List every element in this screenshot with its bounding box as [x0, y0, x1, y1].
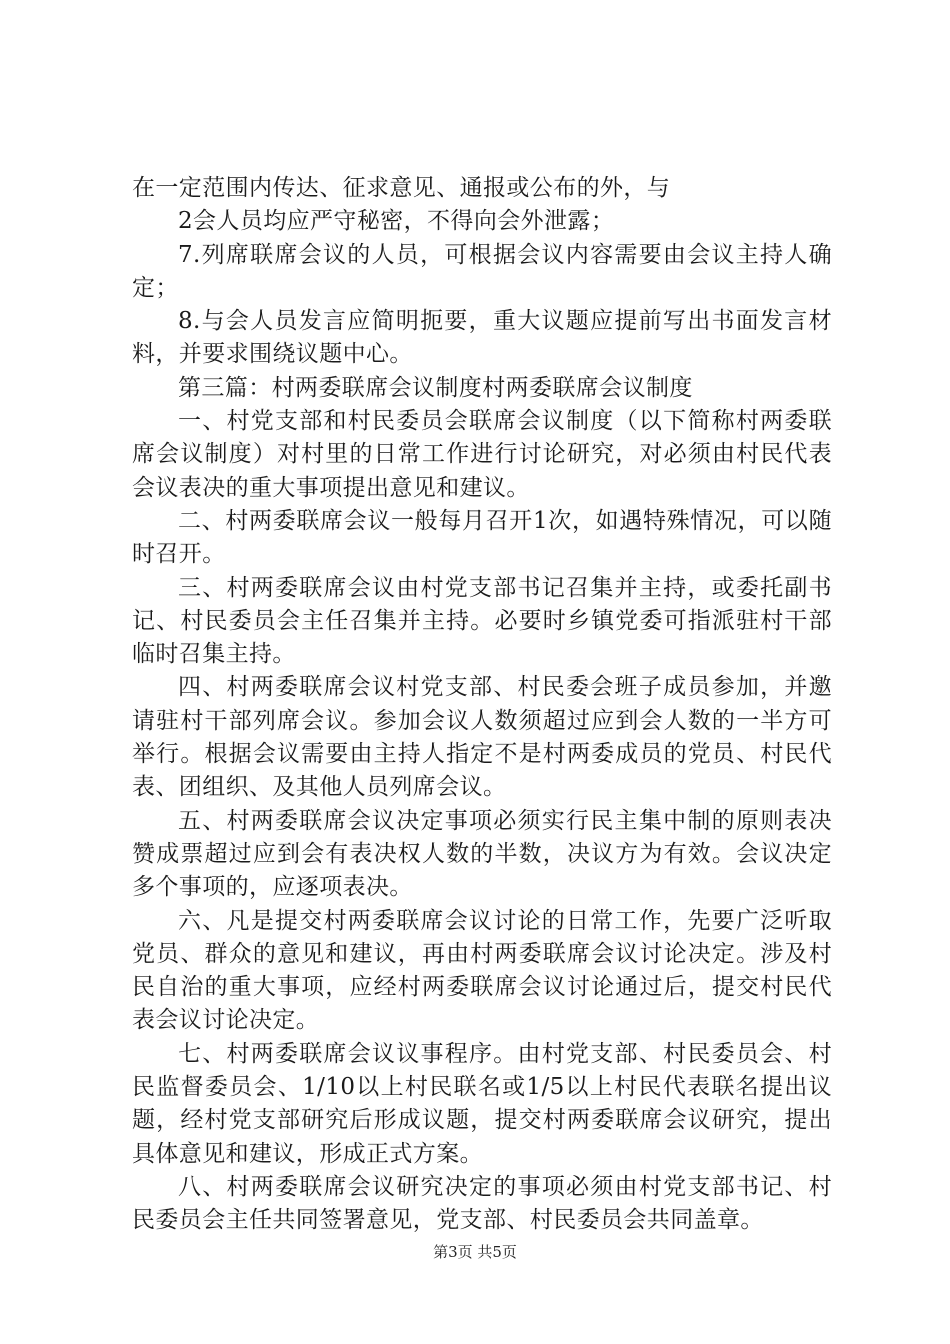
paragraph-article-1: 一、村党支部和村民委员会联席会议制度（以下简称村两委联席会议制度）对村里的日常工作进行讨论研究，对必须由村民代表会议表决的重大事项提出意见和建议。 [132, 408, 832, 501]
document-body [132, 172, 832, 1238]
paragraph-article-7: 七、村两委联席会议议事程序。由村党支部、村民委员会、村民监督委员会、1/10以上村民联名或1/5以上村民代表联名提出议题，经村党支部研究后形成议题，提交村两委联席会议研究，提出具体意见和建议，形成正式方案。 [132, 1040, 832, 1167]
paragraph-article-2: 二、村两委联席会议一般每月召开1次，如遇特殊情况，可以随时召开。 [132, 507, 832, 568]
paragraph-2: 2会人员均应严守秘密，不得向会外泄露； [178, 208, 615, 235]
section-heading: 第三篇：村两委联席会议制度村两委联席会议制度 [178, 374, 693, 401]
paragraph-article-6: 六、凡是提交村两委联席会议讨论的日常工作，先要广泛听取党员、群众的意见和建议，再由村两委联席会议讨论决定。涉及村民自治的重大事项，应经村两委联席会议讨论通过后，提交村民代表会议讨论决定。 [132, 907, 832, 1034]
page-footer [0, 1242, 950, 1262]
paragraph-article-4: 四、村两委联席会议村党支部、村民委会班子成员参加，并邀请驻村干部列席会议。参加会议人数须超过应到会人数的一半方可举行。根据会议需要由主持人指定不是村两委成员的党员、村民代表、团组织、及其他人员列席会议。 [132, 674, 832, 801]
paragraph-article-8: 八、村两委联席会议研究决定的事项必须由村党支部书记、村民委员会主任共同签署意见，党支部、村民委员会共同盖章。 [132, 1173, 832, 1234]
paragraph-3: 7.列席联席会议的人员，可根据会议内容需要由会议主持人确定； [132, 241, 832, 301]
paragraph-1: 在一定范围内传达、征求意见、通报或公布的外，与 [132, 175, 671, 201]
paragraph-4: 8.与会人员发言应简明扼要，重大议题应提前写出书面发言材料，并要求围绕议题中心。 [132, 308, 832, 368]
page-number-label: 第3页 共5页 [433, 1243, 517, 1261]
paragraph-article-5: 五、村两委联席会议决定事项必须实行民主集中制的原则表决赞成票超过应到会有表决权人数的半数，决议方为有效。会议决定多个事项的，应逐项表决。 [132, 807, 832, 901]
paragraph-article-3: 三、村两委联席会议由村党支部书记召集并主持，或委托副书记、村民委员会主任召集并主持。必要时乡镇党委可指派驻村干部临时召集主持。 [132, 574, 832, 668]
